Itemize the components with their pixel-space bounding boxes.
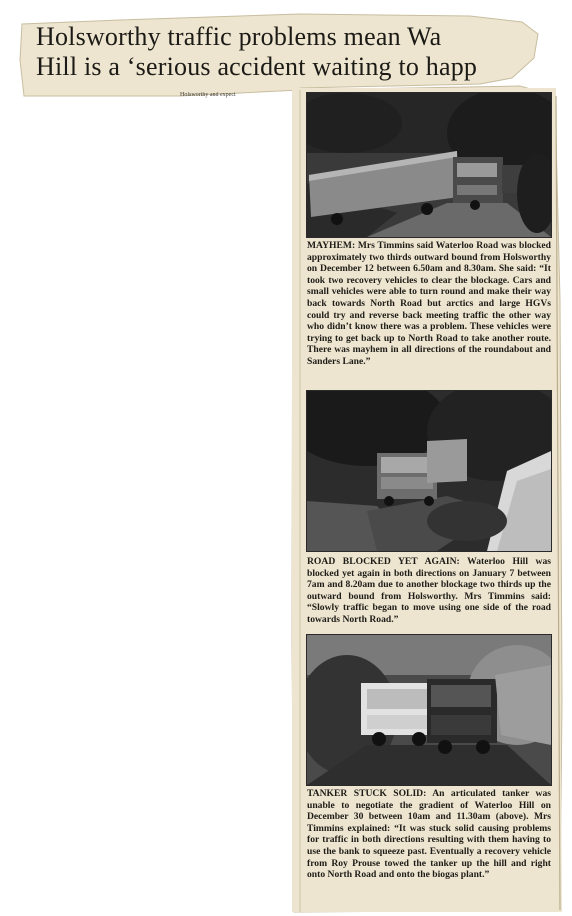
caption-mayhem: [307, 240, 551, 368]
photo-lorry-mayhem: [306, 92, 552, 238]
caption-mayhem-text: Mrs Timmins said Waterloo Road was blocked approximately two thirds outward bound from Holsworthy on December 12 between 6.50am and 8.30am. She said: “It took two recovery vehicles to clear the blockage. Cars and small vehicles were able to turn round and make their way back towards North Road but arctics and large HGVs could try and reverse back meeting traffic the other way who didn’t know there was a problem. These vehicles were trying to get back up to North Road to take another route. There was mayhem in all directions of the roundabout and Sanders Lane.”: [307, 240, 551, 367]
caption-mayhem-lead: MAYHEM:: [307, 240, 356, 251]
caption-tanker-stuck-text: An articulated tanker was unable to negotiate the gradient of Waterloo Hill on December 30 between 10am and 11.30am (above). Mrs Timmins explained: “It was stuck solid causing problems for traffic in both directions resulting with them having to use the bank to squeeze past. Eventually a recovery vehicle from Roy Prouse towed the tanker up the hill and right onto North Road and onto the biogas plant.”: [307, 788, 551, 881]
headline: [36, 22, 556, 82]
caption-road-blocked: [307, 556, 551, 626]
caption-road-blocked-lead: ROAD BLOCKED YET AGAIN:: [307, 556, 460, 567]
byline-fragment: Holsworthy and expect: [180, 92, 236, 98]
caption-tanker-stuck-lead: TANKER STUCK SOLID:: [307, 788, 427, 799]
caption-road-blocked-text: Waterloo Hill was blocked yet again in both directions on January 7 between 7am and 8.20am due to another blockage two thirds up the outward bound from Holsworthy. Mrs Timmins said: “Slowly traffic began to move using one side of the road towards North Road.”: [307, 556, 551, 625]
caption-tanker-stuck: [307, 788, 551, 881]
photo-road-blocked: [306, 390, 552, 552]
headline-line-1: Holsworthy traffic problems mean Wa: [36, 22, 442, 51]
headline-line-2: Hill is a ‘serious accident waiting to happ: [36, 52, 478, 81]
photo-tanker-stuck: [306, 634, 552, 786]
